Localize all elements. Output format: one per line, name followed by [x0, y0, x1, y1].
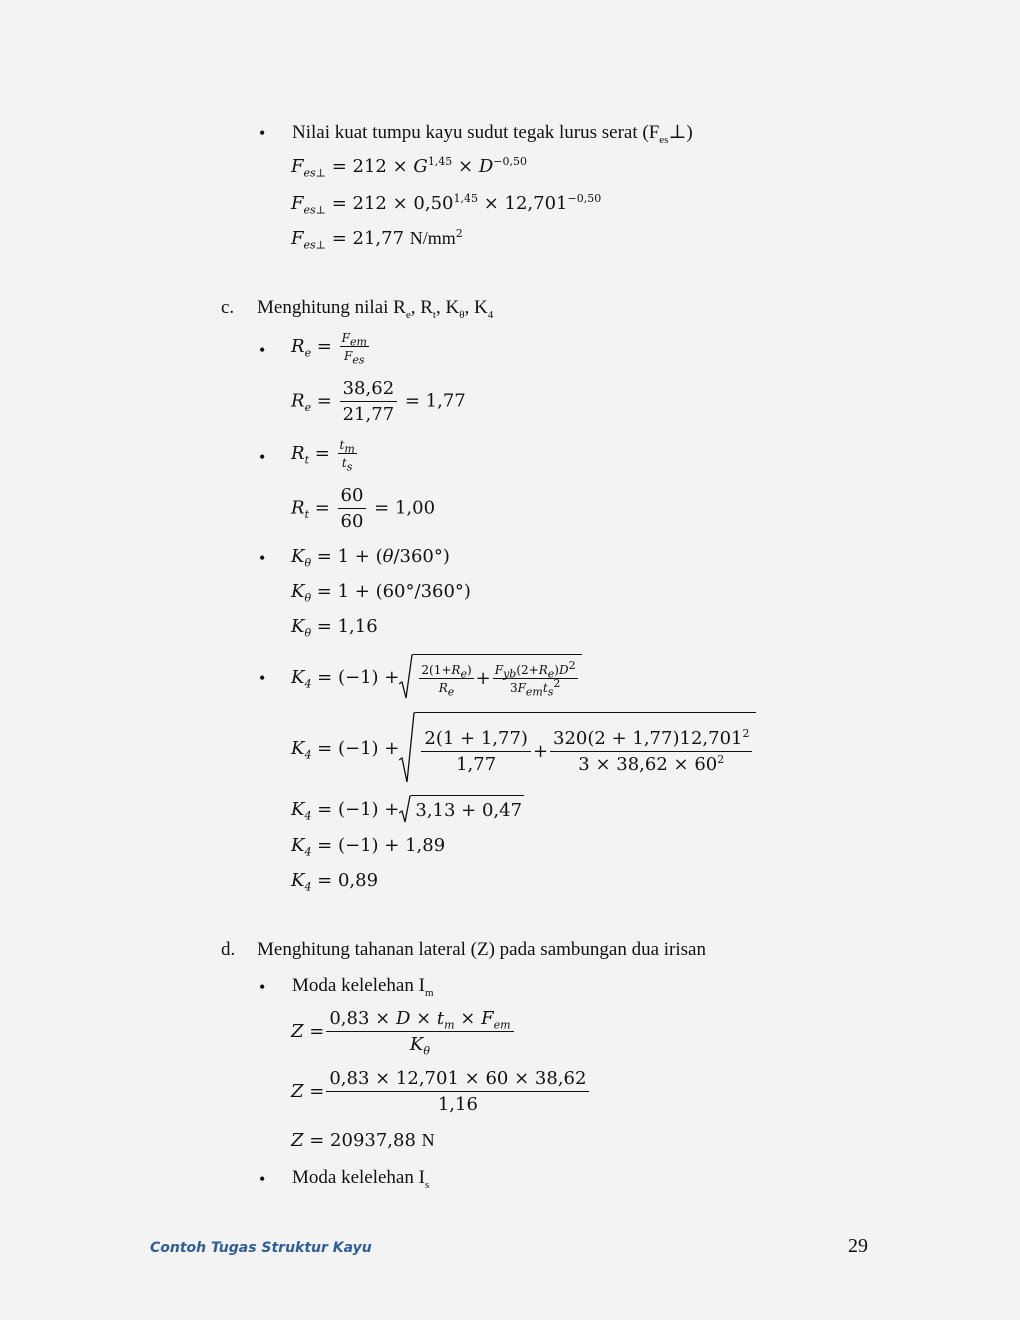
result: = 1,00 — [368, 497, 436, 519]
var-R: R — [451, 662, 461, 677]
equation-ktheta-3 — [291, 616, 378, 640]
eq-part: = 1,16 — [311, 616, 378, 637]
radical-sign — [399, 654, 413, 700]
denominator: 3 × 38,62 × 60 — [578, 753, 718, 775]
sub: 4 — [487, 308, 494, 321]
moda-is-heading — [292, 1167, 429, 1189]
sub-m: m — [344, 442, 355, 456]
bearing-heading — [292, 121, 693, 144]
sub: θ — [459, 308, 465, 321]
denominator: 21,77 — [342, 404, 395, 425]
sub-es: es⊥ — [303, 203, 326, 217]
fraction — [326, 1068, 589, 1115]
var-Z: Z — [291, 1081, 304, 1102]
bullet: • — [259, 548, 266, 568]
var-R: R — [291, 497, 305, 519]
moda-im-heading — [292, 975, 434, 997]
var-K: K — [291, 546, 305, 567]
sub-es: es⊥ — [303, 166, 326, 180]
sub-4: 4 — [304, 748, 312, 762]
exp: −0,50 — [567, 192, 602, 205]
equation-k4-sum — [291, 795, 524, 823]
heading-sub: es — [659, 133, 669, 146]
denominator: 1,16 — [437, 1094, 478, 1115]
var-K: K — [291, 798, 305, 820]
equation-z-result — [291, 1130, 435, 1151]
sub-4: 4 — [304, 809, 312, 823]
exp: 1,45 — [453, 192, 478, 205]
sub-m: m — [424, 986, 434, 999]
fraction — [340, 378, 398, 425]
var-R: R — [291, 443, 305, 464]
var-K: K — [291, 616, 305, 637]
text: 0,83 × — [329, 1008, 396, 1029]
var-R: R — [438, 680, 448, 695]
eq-part: /360°) — [393, 546, 450, 567]
var-K: K — [291, 737, 305, 759]
eq-part: = 212 × — [326, 156, 414, 177]
section-c-title — [257, 297, 493, 319]
numerator: 0,83 × 12,701 × 60 × 38,62 — [326, 1068, 589, 1092]
var-K: K — [291, 835, 305, 856]
equation-fes-3 — [291, 227, 463, 252]
sub-yb: yb — [503, 666, 517, 680]
eq-part: = 20937,88 — [303, 1130, 422, 1151]
section-marker-d: d. — [221, 939, 236, 960]
text: ) — [554, 662, 559, 677]
eq-sign: = — [311, 336, 338, 357]
sub-4: 4 — [304, 880, 312, 894]
bullet: • — [259, 1169, 266, 1189]
eq-part: = 1 + (60°/360°) — [311, 581, 471, 602]
var-K: K — [291, 581, 305, 602]
sub-s: s — [424, 1178, 430, 1191]
heading-close: ) — [686, 122, 693, 143]
exp: 2 — [455, 227, 463, 240]
var-F: F — [344, 349, 353, 363]
var-F: F — [341, 331, 350, 345]
page-number: 29 — [848, 1235, 868, 1257]
radicand: 3,13 + 0,47 — [411, 795, 524, 823]
fraction — [493, 658, 578, 698]
sub: t — [432, 308, 436, 321]
eq-part: × 12,701 — [478, 193, 568, 214]
equation-fes-2 — [291, 192, 602, 217]
var-R: R — [538, 662, 548, 677]
fraction — [326, 1008, 513, 1058]
radical-sign — [399, 712, 415, 784]
sub-es: es⊥ — [303, 238, 326, 252]
sqrt — [399, 654, 581, 700]
eq-part: = (−1) + — [311, 666, 400, 688]
eq-part: = 212 × 0,50 — [326, 193, 454, 214]
var-R: R — [291, 390, 305, 412]
plus: + — [475, 668, 491, 689]
eq-part: × — [452, 156, 479, 177]
fraction — [419, 662, 473, 698]
var-G: G — [413, 156, 428, 177]
sub-em: em — [349, 335, 367, 349]
var-F: F — [481, 1008, 494, 1029]
sep: , R — [410, 297, 433, 318]
var-t: t — [339, 438, 345, 452]
sub-4: 4 — [304, 677, 312, 691]
bullet: • — [259, 123, 266, 143]
sub-em: em — [525, 684, 543, 698]
var-F: F — [291, 193, 304, 214]
equation-k4-result-1 — [291, 835, 446, 859]
var-K: K — [291, 870, 305, 891]
eq-sign: = — [311, 390, 338, 412]
text: × — [410, 1008, 437, 1029]
perp-symbol: ⊥ — [668, 122, 687, 143]
eq-part: = (−1) + 1,89 — [311, 835, 446, 856]
eq-sign: = — [303, 1081, 325, 1102]
sub-e: e — [304, 401, 312, 415]
var-K: K — [409, 1034, 424, 1055]
var-D: D — [558, 662, 569, 677]
unit: N — [421, 1130, 435, 1150]
numerator: 60 — [338, 485, 367, 509]
sep: , K — [464, 297, 488, 318]
denominator: 60 — [340, 511, 364, 532]
var-F: F — [494, 662, 504, 677]
sub-4: 4 — [304, 845, 312, 859]
sqrt — [399, 712, 756, 784]
eq-sign: = — [308, 497, 336, 519]
var-t: t — [436, 1008, 445, 1029]
sub-e: e — [460, 666, 467, 680]
var-F: F — [291, 228, 304, 249]
equation-z-formula — [291, 1008, 516, 1058]
bullet: • — [259, 340, 266, 360]
equation-k4-result-2 — [291, 870, 379, 894]
sub-em: em — [493, 1018, 511, 1032]
equation-fes-1 — [291, 155, 527, 180]
var-t: t — [542, 680, 548, 695]
footer-title: Contoh Tugas Struktur Kayu — [150, 1240, 372, 1256]
sub-theta: θ — [423, 1044, 430, 1058]
numerator: 2(1 + 1,77) — [421, 728, 531, 752]
denominator: 1,77 — [456, 753, 497, 775]
var-D: D — [395, 1008, 411, 1029]
equation-re-def — [291, 331, 371, 367]
equation-rt-value — [291, 485, 435, 532]
sub-e: e — [304, 346, 312, 360]
bullet: • — [259, 977, 266, 997]
var-t: t — [341, 456, 347, 470]
fraction — [550, 728, 752, 775]
sep: , K — [435, 297, 460, 318]
exp: 2 — [553, 676, 561, 690]
var-F: F — [517, 680, 526, 695]
eq-sign: = — [303, 1021, 325, 1042]
sub-es: es — [352, 353, 365, 367]
text: × — [454, 1008, 482, 1029]
exp: −0,50 — [493, 155, 527, 168]
var-F: F — [291, 156, 304, 177]
sub-s: s — [547, 684, 554, 698]
bullet: • — [259, 447, 266, 467]
bullet: • — [259, 668, 266, 688]
plus: + — [532, 740, 549, 762]
sub-t: t — [304, 453, 309, 467]
eq-part: = (−1) + — [311, 798, 400, 820]
equation-k4-def — [291, 654, 582, 700]
eq-sign: = — [308, 443, 336, 464]
eq-part: = 0,89 — [311, 870, 379, 891]
numerator: 38,62 — [340, 378, 398, 402]
section-marker-c: c. — [221, 297, 235, 318]
exp: 2 — [742, 726, 750, 740]
fraction — [340, 331, 369, 367]
equation-z-values — [291, 1068, 591, 1115]
equation-rt-def — [291, 438, 359, 474]
equation-k4-values — [291, 712, 756, 784]
text: ) — [466, 662, 472, 677]
eq-part: = (−1) + — [311, 737, 400, 759]
sub-e: e — [547, 666, 555, 680]
sub-theta: θ — [304, 591, 312, 605]
heading-text: Nilai kuat tumpu kayu sudut tegak lurus serat (F — [292, 122, 660, 143]
title-text: Menghitung nilai R — [257, 297, 406, 318]
equation-ktheta-1 — [291, 546, 450, 570]
text: (2+ — [516, 662, 539, 677]
var-D: D — [478, 156, 494, 177]
heading-text: Moda kelelehan I — [292, 1167, 425, 1188]
sub-e: e — [447, 684, 455, 698]
fraction — [421, 728, 531, 775]
sub-t: t — [304, 508, 309, 522]
sub: e — [405, 308, 411, 321]
section-d-title: Menghitung tahanan lateral (Z) pada sambungan dua irisan — [257, 939, 706, 960]
sqrt — [399, 795, 524, 823]
eq-part: = 21,77 — [326, 228, 410, 249]
sub-s: s — [346, 460, 353, 474]
var-Z: Z — [291, 1130, 304, 1151]
text: 3 — [509, 680, 518, 695]
eq-part: = 1 + ( — [311, 546, 383, 567]
exp: 1,45 — [427, 155, 453, 168]
fraction — [338, 438, 357, 474]
equation-re-value — [291, 378, 466, 425]
var-R: R — [291, 336, 305, 357]
exp: 2 — [717, 752, 725, 766]
heading-text: Moda kelelehan I — [292, 975, 425, 996]
sub-theta: θ — [304, 626, 312, 640]
numerator: 320(2 + 1,77)12,701 — [553, 727, 743, 749]
var-Z: Z — [291, 1021, 304, 1042]
radical-sign — [399, 795, 411, 823]
text: 2(1+ — [421, 662, 452, 677]
var-theta: θ — [382, 546, 394, 567]
equation-ktheta-2 — [291, 581, 471, 605]
exp: 2 — [568, 658, 576, 672]
result: = 1,77 — [399, 390, 466, 412]
sub-m: m — [444, 1018, 455, 1032]
unit: N/mm — [409, 228, 456, 248]
var-K: K — [291, 666, 305, 688]
fraction — [338, 485, 367, 532]
sub-theta: θ — [304, 556, 312, 570]
